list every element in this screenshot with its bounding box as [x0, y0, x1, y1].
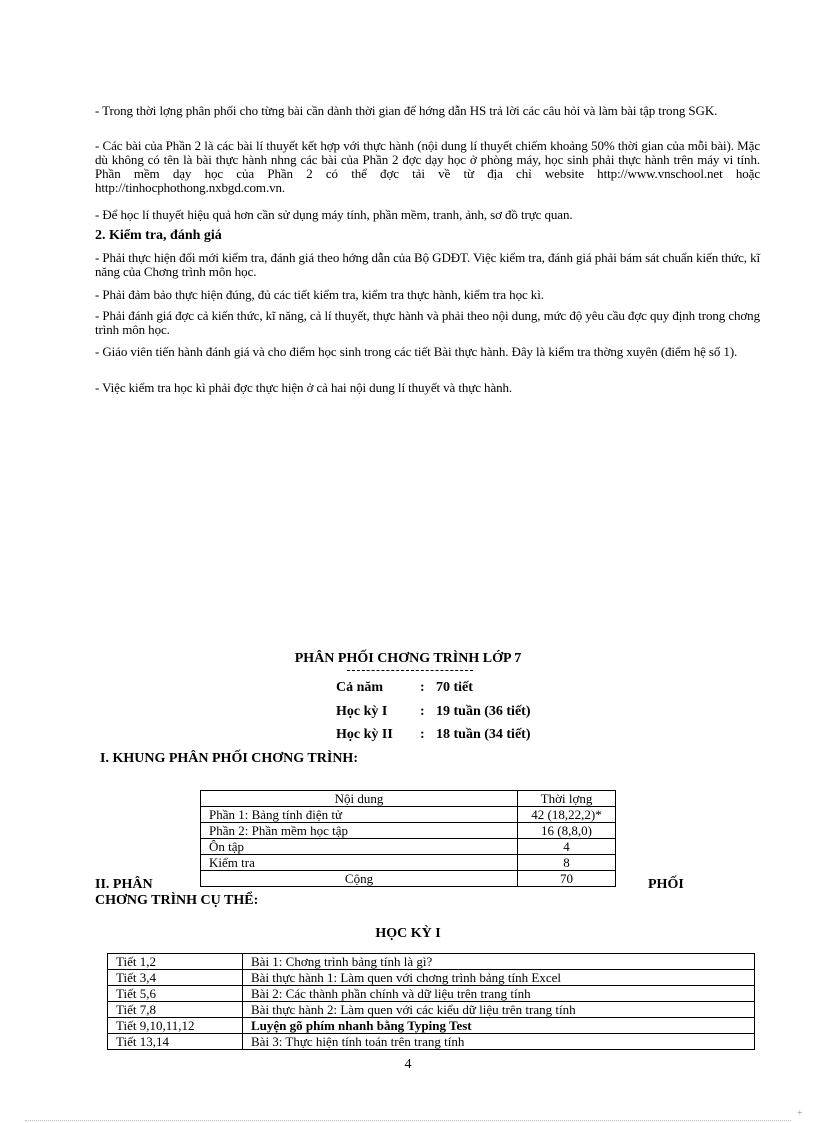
- cell-content: Phần 1: Bảng tính điện tử: [201, 807, 518, 823]
- paragraph-part2-lessons: - Các bài của Phần 2 là các bài lí thuyết kết hợp với thực hành (nội dung lí thuyết chiếm khoảng 50% thời gian của mỗi bài). Mặc dù không có tên là bài thực hành nhng các bài của Phần 2 đợc dạy học ở phòng máy, học sinh phải thực hành trên máy vi tính. Phần mềm dạy học của Phần 2 có thể đợc tải về từ địa chỉ website http://www.vnschool.net hoặc http://tinhocphothong.nxbgd.com.vn.: [95, 138, 760, 195]
- table-row: [201, 839, 616, 855]
- cell-content: Phần 2: Phần mềm học tập: [201, 823, 518, 839]
- info-whole-year: [336, 680, 473, 696]
- cell-lesson: Bài thực hành 2: Làm quen với các kiểu dữ liệu trên trang tính: [243, 1002, 755, 1018]
- semester-1-title: HỌC KỲ I: [375, 926, 441, 941]
- cell-content: Ôn tập: [201, 839, 518, 855]
- cell-period: Tiết 3,4: [108, 970, 243, 986]
- section-detailed-heading-end: PHỐI: [648, 877, 684, 892]
- cell-total-label: Cộng: [201, 871, 518, 887]
- info-label: Học kỳ II: [336, 727, 393, 742]
- footer-divider: [25, 1120, 791, 1121]
- semester-1-table: [107, 953, 755, 1050]
- paragraph-visual-aids: - Để học lí thuyết hiệu quả hơn cần sử dụng máy tính, phần mềm, tranh, ảnh, sơ đồ trực quan.: [95, 207, 573, 222]
- section-detailed-line2: CHƠNG TRÌNH CỤ THỂ:: [95, 893, 259, 908]
- info-sep: :: [420, 680, 425, 695]
- title-underline: [347, 670, 473, 671]
- info-sep: :: [420, 727, 425, 742]
- info-semester-1: [336, 704, 531, 720]
- program-title: PHÂN PHỐI CHƠNG TRÌNH LỚP 7: [294, 651, 522, 666]
- table-row: [201, 855, 616, 871]
- cell-duration: 42 (18,22,2)*: [518, 807, 616, 823]
- cell-period: Tiết 13,14: [108, 1034, 243, 1050]
- info-value: 19 tuần (36 tiết): [436, 704, 531, 719]
- table-row: [108, 1034, 755, 1050]
- info-semester-2: [336, 727, 531, 743]
- table-row: [201, 807, 616, 823]
- table-total-row: [201, 871, 616, 887]
- table-row: [108, 1002, 755, 1018]
- cell-period: Tiết 1,2: [108, 954, 243, 970]
- info-value: 18 tuần (34 tiết): [436, 727, 531, 742]
- table-row: [108, 1018, 755, 1034]
- table-row: [108, 986, 755, 1002]
- header-duration: Thời lợng: [518, 791, 616, 807]
- cell-content: Kiểm tra: [201, 855, 518, 871]
- info-label: Cả năm: [336, 680, 384, 695]
- paragraph-assessment-1: - Phải thực hiện đổi mới kiểm tra, đánh giá theo hớng dẫn của Bộ GDĐT. Việc kiểm tra, đánh giá phải bám sát chuẩn kiến thức, kĩ năng của Chơng trình môn học.: [95, 250, 760, 279]
- cell-lesson: Bài 1: Chơng trình bảng tính là gì?: [243, 954, 755, 970]
- paragraph-hs-guidance: - Trong thời lợng phân phối cho từng bài cần dành thời gian để hớng dẫn HS trả lời các câu hỏi và làm bài tập trong SGK.: [95, 103, 718, 118]
- paragraph-assessment-5: - Việc kiểm tra học kì phải đợc thực hiện ở cả hai nội dung lí thuyết và thực hành.: [95, 380, 513, 395]
- paragraph-assessment-4: - Giáo viên tiến hành đánh giá và cho điểm học sinh trong các tiết Bài thực hành. Đây là kiểm tra thờng xuyên (điểm hệ số 1).: [95, 344, 738, 359]
- cell-period: Tiết 5,6: [108, 986, 243, 1002]
- cell-duration: 4: [518, 839, 616, 855]
- cell-lesson: Bài 2: Các thành phần chính và dữ liệu trên trang tính: [243, 986, 755, 1002]
- cell-lesson: Luyện gõ phím nhanh bằng Typing Test: [243, 1018, 755, 1034]
- cell-duration: 8: [518, 855, 616, 871]
- heading-assessment: 2. Kiểm tra, đánh giá: [95, 228, 222, 243]
- corner-mark: +: [797, 1108, 803, 1119]
- info-label: Học kỳ I: [336, 704, 388, 719]
- cell-period: Tiết 9,10,11,12: [108, 1018, 243, 1034]
- page-number: 4: [404, 1057, 412, 1072]
- paragraph-assessment-3: - Phải đánh giá đợc cả kiến thức, kĩ năng, cả lí thuyết, thực hành và phải theo nội dung, mức độ yêu cầu đợc quy định trong chơng trình môn học.: [95, 308, 760, 337]
- cell-period: Tiết 7,8: [108, 1002, 243, 1018]
- framework-table: [200, 790, 616, 887]
- header-content: Nội dung: [201, 791, 518, 807]
- table-header-row: [201, 791, 616, 807]
- section-framework-heading: I. KHUNG PHÂN PHỐI CHƠNG TRÌNH:: [100, 751, 358, 766]
- cell-lesson: Bài 3: Thực hiện tính toán trên trang tính: [243, 1034, 755, 1050]
- cell-lesson: Bài thực hành 1: Làm quen với chơng trình bảng tính Excel: [243, 970, 755, 986]
- table-row: [201, 823, 616, 839]
- table-row: [108, 954, 755, 970]
- section-detailed-heading: [95, 877, 258, 909]
- cell-total-value: 70: [518, 871, 616, 887]
- info-value: 70 tiết: [436, 680, 473, 695]
- table-row: [108, 970, 755, 986]
- paragraph-assessment-2: - Phải đảm bảo thực hiện đúng, đủ các tiết kiểm tra, kiểm tra thực hành, kiểm tra học kì.: [95, 287, 544, 302]
- cell-duration: 16 (8,8,0): [518, 823, 616, 839]
- info-sep: :: [420, 704, 425, 719]
- section-detailed-line1: II. PHÂN: [95, 877, 153, 892]
